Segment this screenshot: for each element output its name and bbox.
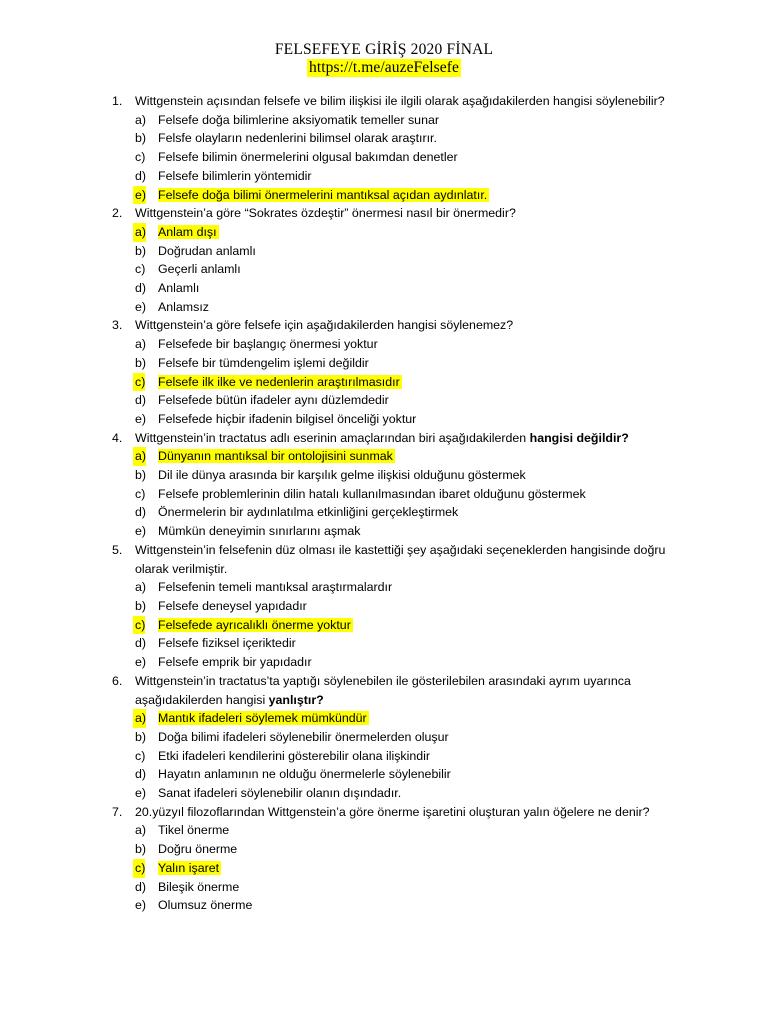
question-number: 5.	[112, 542, 123, 557]
option-letter: a)	[133, 223, 146, 242]
document-title: FELSEFEYE GİRİŞ 2020 FİNAL	[274, 41, 494, 58]
question-list	[0, 92, 768, 915]
option-text: Mümkün deneyimin sınırlarını aşmak	[158, 524, 361, 539]
answer-option	[0, 747, 768, 766]
option-letter: b)	[135, 131, 147, 146]
answer-option-correct	[0, 616, 768, 635]
option-letter: d)	[135, 281, 147, 296]
option-letter: b)	[135, 729, 147, 744]
option-text: Mantık ifadeleri söylemek mümkündür	[158, 711, 367, 726]
question-stem	[0, 316, 768, 335]
option-letter: a)	[133, 447, 146, 466]
option-letter: b)	[135, 842, 147, 857]
question-number: 4.	[112, 430, 123, 445]
option-text: Anlam dışı	[158, 224, 217, 239]
answer-option	[0, 896, 768, 915]
option-text: Felsfe olayların nedenlerini bilimsel olarak araştırır.	[158, 131, 437, 146]
answer-option	[0, 279, 768, 298]
question-stem	[0, 92, 768, 111]
answer-option	[0, 784, 768, 803]
question-stem	[0, 803, 768, 822]
option-letter: d)	[135, 168, 147, 183]
option-text: Doğa bilimi ifadeleri söylenebilir önermelerden oluşur	[158, 729, 449, 744]
answer-option	[0, 354, 768, 373]
option-text: Dünyanın mantıksal bir ontolojisini sunmak	[158, 449, 393, 464]
option-text: Tikel önerme	[158, 823, 230, 838]
question-text: Wittgenstein’in tractatus’ta yaptığı söylenebilen ile gösterilebilen arasındaki ayrım uyarınca aşağıdakilerden hangisi	[135, 673, 631, 707]
option-letter: e)	[135, 786, 147, 801]
answer-option	[0, 878, 768, 897]
option-text: Felsefede ayrıcalıklı önerme yoktur	[158, 617, 351, 632]
option-text: Önermelerin bir aydınlatılma etkinliğini gerçekleştirmek	[158, 505, 459, 520]
answer-option-correct	[0, 223, 768, 242]
option-text: Felsefe doğa bilimlerine aksiyomatik temeller sunar	[158, 112, 439, 127]
option-text: Felsefe bilimlerin yöntemidir	[158, 168, 312, 183]
option-letter: c)	[135, 262, 146, 277]
answer-option-correct	[0, 859, 768, 878]
telegram-link[interactable]: https://t.me/auzeFelsefe	[308, 59, 460, 76]
option-text: Anlamlı	[158, 281, 200, 296]
question-text: 20.yüzyıl filozoflarından Wittgenstein’a göre önerme işaretini oluşturan yalın öğelere ne denir?	[135, 804, 650, 819]
option-text: Hayatın anlamının ne olduğu önermelerle söylenebilir	[158, 767, 451, 782]
question-2	[0, 204, 768, 316]
answer-option	[0, 260, 768, 279]
option-text: Felsefe emprik bir yapıdadır	[158, 655, 312, 670]
option-letter: b)	[135, 243, 147, 258]
option-letter: b)	[135, 468, 147, 483]
option-text: Felsefede bütün ifadeler aynı düzlemdedir	[158, 393, 389, 408]
option-letter: e)	[133, 186, 146, 205]
question-stem	[0, 429, 768, 448]
question-stem	[0, 204, 768, 223]
option-letter: e)	[135, 411, 147, 426]
question-text: Wittgenstein’in felsefenin düz olması ile kastettiği şey aşağıdaki seçeneklerden hangisinde doğru olarak verilmiştir.	[135, 542, 666, 576]
option-letter: d)	[135, 393, 147, 408]
answer-option	[0, 129, 768, 148]
question-text: Wittgenstein’in tractatus adlı eserinin amaçlarından biri aşağıdakilerden	[135, 430, 530, 445]
answer-option	[0, 148, 768, 167]
answer-option-correct	[0, 447, 768, 466]
question-number: 3.	[112, 318, 123, 333]
option-letter: d)	[135, 505, 147, 520]
option-text: Felsefe deneysel yapıdadır	[158, 598, 307, 613]
question-number: 1.	[112, 94, 123, 108]
question-3	[0, 316, 768, 428]
option-text: Olumsuz önerme	[158, 898, 253, 913]
option-text: Dil ile dünya arasında bir karşılık gelme ilişkisi olduğunu göstermek	[158, 468, 526, 483]
option-letter: c)	[133, 373, 145, 392]
option-letter: c)	[135, 748, 146, 763]
answer-option	[0, 522, 768, 541]
option-letter: a)	[135, 337, 147, 352]
answer-option	[0, 335, 768, 354]
question-number: 7.	[112, 804, 123, 819]
option-letter: c)	[135, 486, 146, 501]
option-text: Sanat ifadeleri söylenebilir olanın dışındadır.	[158, 786, 402, 801]
document-header	[0, 41, 768, 77]
answer-option	[0, 653, 768, 672]
question-stem	[0, 672, 768, 709]
answer-option	[0, 111, 768, 130]
answer-option	[0, 391, 768, 410]
question-5	[0, 541, 768, 672]
question-4	[0, 429, 768, 541]
answer-option-correct	[0, 709, 768, 728]
option-letter: e)	[135, 655, 147, 670]
option-text: Felsefede bir başlangıç önermesi yoktur	[158, 337, 378, 352]
option-letter: e)	[135, 898, 147, 913]
option-letter: d)	[135, 767, 147, 782]
answer-option	[0, 410, 768, 429]
option-text: Anlamsız	[158, 299, 209, 314]
answer-option	[0, 578, 768, 597]
question-text: Wittgenstein açısından felsefe ve bilim ilişkisi ile ilgili olarak aşağıdakilerden hangisi söylenebilir?	[135, 94, 665, 108]
answer-option	[0, 840, 768, 859]
option-text: Felsefe problemlerinin dilin hatalı kullanılmasından ibaret olduğunu göstermek	[158, 486, 586, 501]
option-text: Felsefede hiçbir ifadenin bilgisel önceliği yoktur	[158, 411, 417, 426]
option-letter: b)	[135, 598, 147, 613]
option-letter: a)	[135, 823, 147, 838]
answer-option-correct	[0, 373, 768, 392]
option-letter: a)	[133, 709, 146, 728]
option-letter: d)	[135, 879, 147, 894]
answer-option	[0, 503, 768, 522]
question-1	[0, 92, 768, 204]
answer-option	[0, 167, 768, 186]
answer-option	[0, 728, 768, 747]
question-6	[0, 672, 768, 803]
question-text-emphasis: hangisi değildir?	[529, 430, 629, 445]
option-text: Yalın işaret	[158, 860, 220, 875]
option-letter: c)	[133, 859, 145, 878]
option-letter: d)	[135, 636, 147, 651]
option-text: Felsefe bilimin önermelerini olgusal bakımdan denetler	[158, 150, 458, 165]
answer-option	[0, 597, 768, 616]
option-letter: c)	[135, 150, 146, 165]
option-text: Geçerli anlamlı	[158, 262, 241, 277]
option-text: Felsefe bir tümdengelim işlemi değildir	[158, 355, 369, 370]
answer-option	[0, 485, 768, 504]
option-text: Doğrudan anlamlı	[158, 243, 256, 258]
option-text: Felsefenin temeli mantıksal araştırmalardır	[158, 580, 393, 595]
answer-option	[0, 634, 768, 653]
option-letter: e)	[135, 524, 147, 539]
option-letter: a)	[135, 580, 147, 595]
question-text: Wittgenstein’a göre “Sokrates özdeştir” önermesi nasıl bir önermedir?	[135, 206, 516, 221]
question-text-emphasis: yanlıştır?	[268, 692, 324, 707]
answer-option	[0, 466, 768, 485]
option-letter: e)	[135, 299, 147, 314]
option-text: Bileşik önerme	[158, 879, 240, 894]
question-7	[0, 803, 768, 915]
option-text: Doğru önerme	[158, 842, 238, 857]
option-text: Etki ifadeleri kendilerini gösterebilir olana ilişkindir	[158, 748, 431, 763]
answer-option	[0, 298, 768, 317]
answer-option-correct	[0, 186, 768, 205]
answer-option	[0, 821, 768, 840]
question-number: 2.	[112, 206, 123, 221]
option-text: Felsefe fiziksel içeriktedir	[158, 636, 296, 651]
option-letter: b)	[135, 355, 147, 370]
answer-option	[0, 765, 768, 784]
option-text: Felsefe doğa bilimi önermelerini mantıksal açıdan aydınlatır.	[158, 187, 488, 202]
option-letter: c)	[133, 616, 145, 635]
answer-option	[0, 242, 768, 261]
question-number: 6.	[112, 673, 123, 688]
question-text: Wittgenstein’a göre felsefe için aşağıdakilerden hangisi söylenemez?	[135, 318, 514, 333]
option-letter: a)	[135, 112, 147, 127]
question-stem	[0, 541, 768, 578]
option-text: Felsefe ilk ilke ve nedenlerin araştırılmasıdır	[158, 374, 400, 389]
